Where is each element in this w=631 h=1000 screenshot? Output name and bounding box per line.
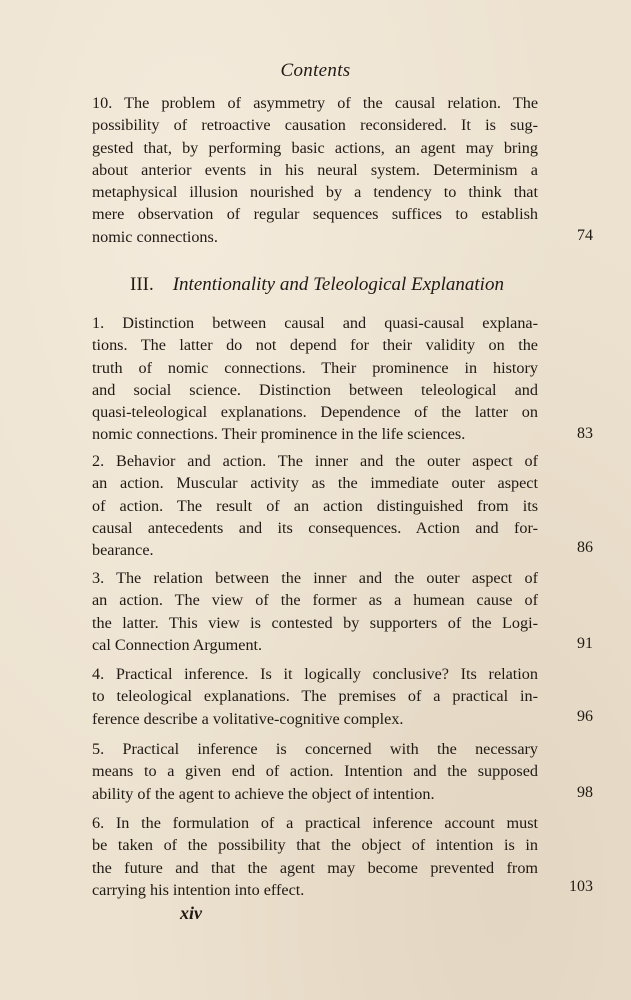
page-number: 74 [577, 227, 593, 244]
entry-line: an action. Muscular activity as the immediate outer aspect [92, 474, 538, 493]
entry-line: metaphysical illusion nourished by a tendency to think that [92, 183, 538, 202]
toc-entry-2 [92, 450, 538, 561]
entry-line: of action. The result of an action distinguished from its [92, 496, 538, 515]
chapter-numeral: III. [130, 274, 154, 295]
folio: xiv [180, 903, 202, 923]
toc-entry-10 [92, 92, 538, 248]
entry-line: be taken of the possibility that the object of intention is in [92, 836, 538, 855]
page-number: 91 [577, 635, 593, 652]
entry-line: means to a given end of action. Intention and the supposed [92, 762, 538, 781]
entry-line: an action. The view of the former as a humean cause of [92, 591, 538, 610]
entry-line: tions. The latter do not depend for their validity on the [92, 336, 538, 355]
running-head: Contents [280, 60, 351, 81]
page-number: 98 [577, 784, 593, 801]
entry-line: possibility of retroactive causation reconsidered. It is sug- [92, 116, 538, 135]
entry-line: 5. Practical inference is concerned with the necessary [92, 740, 538, 758]
entry-line: nomic connections. [92, 227, 218, 246]
page-number: 103 [569, 878, 593, 895]
entry-line: mere observation of regular sequences suffices to establish [92, 205, 538, 224]
toc-entry-5 [92, 738, 538, 805]
entry-line: truth of nomic connections. Their prominence in history [92, 358, 538, 377]
page-number: 96 [577, 708, 593, 725]
entry-line: about anterior events in his neural system. Determinism a [92, 160, 538, 179]
toc-entry-6 [92, 812, 538, 901]
entry-line: cal Connection Argument. [92, 635, 263, 654]
entry-line: ference describe a volitative-cognitive complex. [92, 709, 404, 728]
entry-line: ability of the agent to achieve the object of intention. [92, 784, 435, 803]
entry-line: 2. Behavior and action. The inner and the outer aspect of [92, 452, 538, 470]
entry-line: carrying his intention into effect. [92, 880, 305, 899]
entry-line: 6. In the formulation of a practical inference account must [92, 814, 538, 832]
entry-line: bearance. [92, 541, 154, 560]
entry-line: quasi-teleological explanations. Dependence of the latter on [92, 403, 538, 422]
toc-entry-4 [92, 663, 538, 730]
entry-line: the latter. This view is contested by supporters of the Logi- [92, 613, 538, 632]
entry-line: and social science. Distinction between teleological and [92, 380, 538, 399]
entry-line: the future and that the agent may become prevented from [92, 858, 538, 877]
entry-line: gested that, by performing basic actions, an agent may bring [92, 138, 538, 157]
entry-line: to teleological explanations. The premises of a practical in- [92, 687, 538, 706]
page-number: 86 [577, 539, 593, 556]
entry-line: 3. The relation between the inner and the outer aspect of [92, 569, 538, 587]
entry-line: 10. The problem of asymmetry of the causal relation. The [92, 94, 538, 112]
entry-line: 1. Distinction between causal and quasi-causal explana- [92, 314, 538, 332]
toc-entry-1 [92, 312, 538, 446]
entry-line: 4. Practical inference. Is it logically conclusive? Its relation [92, 665, 538, 683]
chapter-title: Intentionality and Teleological Explanation [172, 274, 504, 295]
entry-line: nomic connections. Their prominence in the life sciences. [92, 425, 466, 444]
chapter-heading [130, 274, 570, 296]
toc-entry-3 [92, 567, 538, 656]
entry-line: causal antecedents and its consequences. Action and for- [92, 518, 538, 537]
page-number: 83 [577, 425, 593, 442]
